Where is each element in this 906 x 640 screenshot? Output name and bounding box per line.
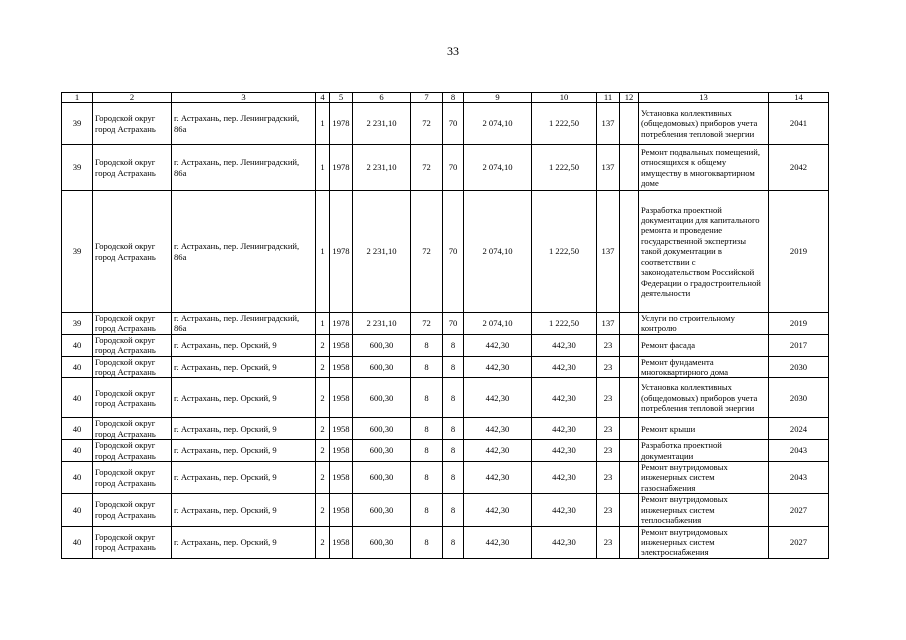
col8-cell: 8 [443, 526, 464, 558]
col10-cell: 1 222,50 [532, 145, 597, 191]
year-cell: 1958 [330, 334, 353, 356]
col10-cell: 442,30 [532, 462, 597, 494]
row-number-cell: 40 [62, 334, 93, 356]
column-header: 5 [330, 93, 353, 103]
row-number-cell: 39 [62, 191, 93, 313]
col4-cell: 1 [316, 313, 330, 335]
col12-cell [620, 440, 639, 462]
col10-cell: 442,30 [532, 334, 597, 356]
total-area-cell: 600,30 [353, 378, 411, 418]
col7-cell: 72 [411, 145, 443, 191]
total-area-cell: 2 231,10 [353, 145, 411, 191]
col12-cell [620, 526, 639, 558]
col8-cell: 8 [443, 440, 464, 462]
col4-cell: 1 [316, 103, 330, 145]
col9-cell: 442,30 [464, 462, 532, 494]
col7-cell: 8 [411, 334, 443, 356]
total-area-cell: 600,30 [353, 356, 411, 378]
col12-cell [620, 313, 639, 335]
column-header: 8 [443, 93, 464, 103]
total-area-cell: 2 231,10 [353, 191, 411, 313]
total-area-cell: 600,30 [353, 526, 411, 558]
table-body [62, 103, 829, 559]
year-cell: 1958 [330, 418, 353, 440]
year-cell: 1958 [330, 378, 353, 418]
table-row [62, 462, 829, 494]
col10-cell: 442,30 [532, 440, 597, 462]
planned-year-cell: 2030 [769, 378, 829, 418]
col8-cell: 70 [443, 103, 464, 145]
address-cell: г. Астрахань, пер. Орский, 9 [172, 440, 316, 462]
total-area-cell: 600,30 [353, 462, 411, 494]
col10-cell: 442,30 [532, 378, 597, 418]
column-number-row [62, 93, 829, 103]
col11-cell: 23 [597, 494, 620, 526]
year-cell: 1958 [330, 440, 353, 462]
col10-cell: 442,30 [532, 356, 597, 378]
address-cell: г. Астрахань, пер. Орский, 9 [172, 356, 316, 378]
address-cell: г. Астрахань, пер. Орский, 9 [172, 494, 316, 526]
col8-cell: 8 [443, 494, 464, 526]
col11-cell: 23 [597, 356, 620, 378]
col8-cell: 8 [443, 356, 464, 378]
col9-cell: 442,30 [464, 418, 532, 440]
col8-cell: 8 [443, 378, 464, 418]
row-number-cell: 40 [62, 378, 93, 418]
year-cell: 1958 [330, 494, 353, 526]
planned-year-cell: 2024 [769, 418, 829, 440]
col4-cell: 2 [316, 440, 330, 462]
planned-year-cell: 2027 [769, 526, 829, 558]
planned-year-cell: 2042 [769, 145, 829, 191]
col11-cell: 23 [597, 462, 620, 494]
col8-cell: 70 [443, 313, 464, 335]
row-number-cell: 40 [62, 494, 93, 526]
col10-cell: 442,30 [532, 494, 597, 526]
planned-year-cell: 2043 [769, 440, 829, 462]
municipality-cell: Городской округ город Астрахань [93, 313, 172, 335]
table-row [62, 418, 829, 440]
col11-cell: 23 [597, 526, 620, 558]
col10-cell: 1 222,50 [532, 191, 597, 313]
col10-cell: 1 222,50 [532, 313, 597, 335]
column-header: 10 [532, 93, 597, 103]
municipality-cell: Городской округ город Астрахань [93, 356, 172, 378]
municipality-cell: Городской округ город Астрахань [93, 440, 172, 462]
col4-cell: 2 [316, 526, 330, 558]
col12-cell [620, 418, 639, 440]
total-area-cell: 600,30 [353, 494, 411, 526]
municipality-cell: Городской округ город Астрахань [93, 494, 172, 526]
col12-cell [620, 191, 639, 313]
col7-cell: 72 [411, 103, 443, 145]
col11-cell: 23 [597, 418, 620, 440]
col9-cell: 2 074,10 [464, 103, 532, 145]
row-number-cell: 40 [62, 440, 93, 462]
address-cell: г. Астрахань, пер. Орский, 9 [172, 526, 316, 558]
year-cell: 1958 [330, 526, 353, 558]
col7-cell: 72 [411, 313, 443, 335]
column-header: 4 [316, 93, 330, 103]
row-number-cell: 40 [62, 526, 93, 558]
table-row [62, 356, 829, 378]
address-cell: г. Астрахань, пер. Ленинградский, 86а [172, 313, 316, 335]
col9-cell: 442,30 [464, 440, 532, 462]
planned-year-cell: 2027 [769, 494, 829, 526]
col9-cell: 442,30 [464, 356, 532, 378]
municipality-cell: Городской округ город Астрахань [93, 418, 172, 440]
work-type-cell: Ремонт внутридомовых инженерных систем теплоснабжения [639, 494, 769, 526]
table-row [62, 334, 829, 356]
col12-cell [620, 494, 639, 526]
col9-cell: 442,30 [464, 378, 532, 418]
column-header: 9 [464, 93, 532, 103]
table-row [62, 145, 829, 191]
municipality-cell: Городской округ город Астрахань [93, 378, 172, 418]
work-type-cell: Услуги по строительному контролю [639, 313, 769, 335]
planned-year-cell: 2043 [769, 462, 829, 494]
col4-cell: 2 [316, 418, 330, 440]
municipality-cell: Городской округ город Астрахань [93, 462, 172, 494]
column-header: 12 [620, 93, 639, 103]
col4-cell: 2 [316, 462, 330, 494]
col8-cell: 8 [443, 418, 464, 440]
work-type-cell: Ремонт подвальных помещений, относящихся к общему имуществу в многоквартирном доме [639, 145, 769, 191]
planned-year-cell: 2019 [769, 313, 829, 335]
col9-cell: 2 074,10 [464, 191, 532, 313]
col11-cell: 23 [597, 334, 620, 356]
row-number-cell: 40 [62, 418, 93, 440]
address-cell: г. Астрахань, пер. Ленинградский, 86а [172, 145, 316, 191]
col11-cell: 137 [597, 145, 620, 191]
col4-cell: 2 [316, 334, 330, 356]
year-cell: 1978 [330, 313, 353, 335]
row-number-cell: 39 [62, 103, 93, 145]
col7-cell: 72 [411, 191, 443, 313]
planned-year-cell: 2041 [769, 103, 829, 145]
address-cell: г. Астрахань, пер. Орский, 9 [172, 418, 316, 440]
col12-cell [620, 356, 639, 378]
work-type-cell: Ремонт фасада [639, 334, 769, 356]
col4-cell: 1 [316, 191, 330, 313]
col10-cell: 442,30 [532, 526, 597, 558]
column-header: 7 [411, 93, 443, 103]
col8-cell: 70 [443, 145, 464, 191]
row-number-cell: 40 [62, 462, 93, 494]
col7-cell: 8 [411, 440, 443, 462]
planned-year-cell: 2030 [769, 356, 829, 378]
row-number-cell: 40 [62, 356, 93, 378]
year-cell: 1978 [330, 191, 353, 313]
col4-cell: 2 [316, 494, 330, 526]
col7-cell: 8 [411, 418, 443, 440]
col11-cell: 137 [597, 191, 620, 313]
col10-cell: 1 222,50 [532, 103, 597, 145]
work-type-cell: Установка коллективных (общедомовых) приборов учета потребления тепловой энергии [639, 378, 769, 418]
municipality-cell: Городской округ город Астрахань [93, 103, 172, 145]
table-row [62, 103, 829, 145]
table-row [62, 313, 829, 335]
table-row [62, 378, 829, 418]
year-cell: 1958 [330, 356, 353, 378]
col9-cell: 442,30 [464, 494, 532, 526]
total-area-cell: 600,30 [353, 334, 411, 356]
address-cell: г. Астрахань, пер. Ленинградский, 86а [172, 103, 316, 145]
row-number-cell: 39 [62, 313, 93, 335]
total-area-cell: 600,30 [353, 418, 411, 440]
work-type-cell: Ремонт крыши [639, 418, 769, 440]
col8-cell: 8 [443, 334, 464, 356]
address-cell: г. Астрахань, пер. Орский, 9 [172, 462, 316, 494]
col7-cell: 8 [411, 494, 443, 526]
municipality-cell: Городской округ город Астрахань [93, 526, 172, 558]
col9-cell: 442,30 [464, 334, 532, 356]
table-row [62, 526, 829, 558]
col4-cell: 2 [316, 356, 330, 378]
col11-cell: 137 [597, 103, 620, 145]
column-header: 3 [172, 93, 316, 103]
col12-cell [620, 462, 639, 494]
col12-cell [620, 145, 639, 191]
row-number-cell: 39 [62, 145, 93, 191]
col7-cell: 8 [411, 526, 443, 558]
col12-cell [620, 378, 639, 418]
municipality-cell: Городской округ город Астрахань [93, 145, 172, 191]
work-type-cell: Разработка проектной документации [639, 440, 769, 462]
col12-cell [620, 334, 639, 356]
year-cell: 1978 [330, 145, 353, 191]
address-cell: г. Астрахань, пер. Орский, 9 [172, 334, 316, 356]
planned-year-cell: 2017 [769, 334, 829, 356]
col9-cell: 2 074,10 [464, 145, 532, 191]
col8-cell: 70 [443, 191, 464, 313]
work-type-cell: Ремонт фундамента многоквартирного дома [639, 356, 769, 378]
column-header: 6 [353, 93, 411, 103]
total-area-cell: 600,30 [353, 440, 411, 462]
work-type-cell: Ремонт внутридомовых инженерных систем электроснабжения [639, 526, 769, 558]
address-cell: г. Астрахань, пер. Ленинградский, 86а [172, 191, 316, 313]
column-header: 2 [93, 93, 172, 103]
municipality-cell: Городской округ город Астрахань [93, 191, 172, 313]
page-number: 33 [447, 44, 459, 58]
column-header: 1 [62, 93, 93, 103]
column-header: 11 [597, 93, 620, 103]
col11-cell: 23 [597, 378, 620, 418]
col7-cell: 8 [411, 356, 443, 378]
work-type-cell: Разработка проектной документации для капитального ремонта и проведение государственной экспертизы такой документации в соответствии с законодательством Российской Федерации о градостроительной деятельности [639, 191, 769, 313]
col11-cell: 23 [597, 440, 620, 462]
municipality-cell: Городской округ город Астрахань [93, 334, 172, 356]
column-header: 14 [769, 93, 829, 103]
total-area-cell: 2 231,10 [353, 103, 411, 145]
planned-year-cell: 2019 [769, 191, 829, 313]
table-row [62, 191, 829, 313]
year-cell: 1978 [330, 103, 353, 145]
column-header: 13 [639, 93, 769, 103]
work-type-cell: Ремонт внутридомовых инженерных систем газоснабжения [639, 462, 769, 494]
work-type-cell: Установка коллективных (общедомовых) приборов учета потребления тепловой энергии [639, 103, 769, 145]
table-row [62, 440, 829, 462]
col4-cell: 2 [316, 378, 330, 418]
col12-cell [620, 103, 639, 145]
repair-program-table [61, 92, 829, 559]
col8-cell: 8 [443, 462, 464, 494]
total-area-cell: 2 231,10 [353, 313, 411, 335]
col7-cell: 8 [411, 378, 443, 418]
table-row [62, 494, 829, 526]
address-cell: г. Астрахань, пер. Орский, 9 [172, 378, 316, 418]
col4-cell: 1 [316, 145, 330, 191]
col7-cell: 8 [411, 462, 443, 494]
col11-cell: 137 [597, 313, 620, 335]
col9-cell: 2 074,10 [464, 313, 532, 335]
col10-cell: 442,30 [532, 418, 597, 440]
col9-cell: 442,30 [464, 526, 532, 558]
year-cell: 1958 [330, 462, 353, 494]
